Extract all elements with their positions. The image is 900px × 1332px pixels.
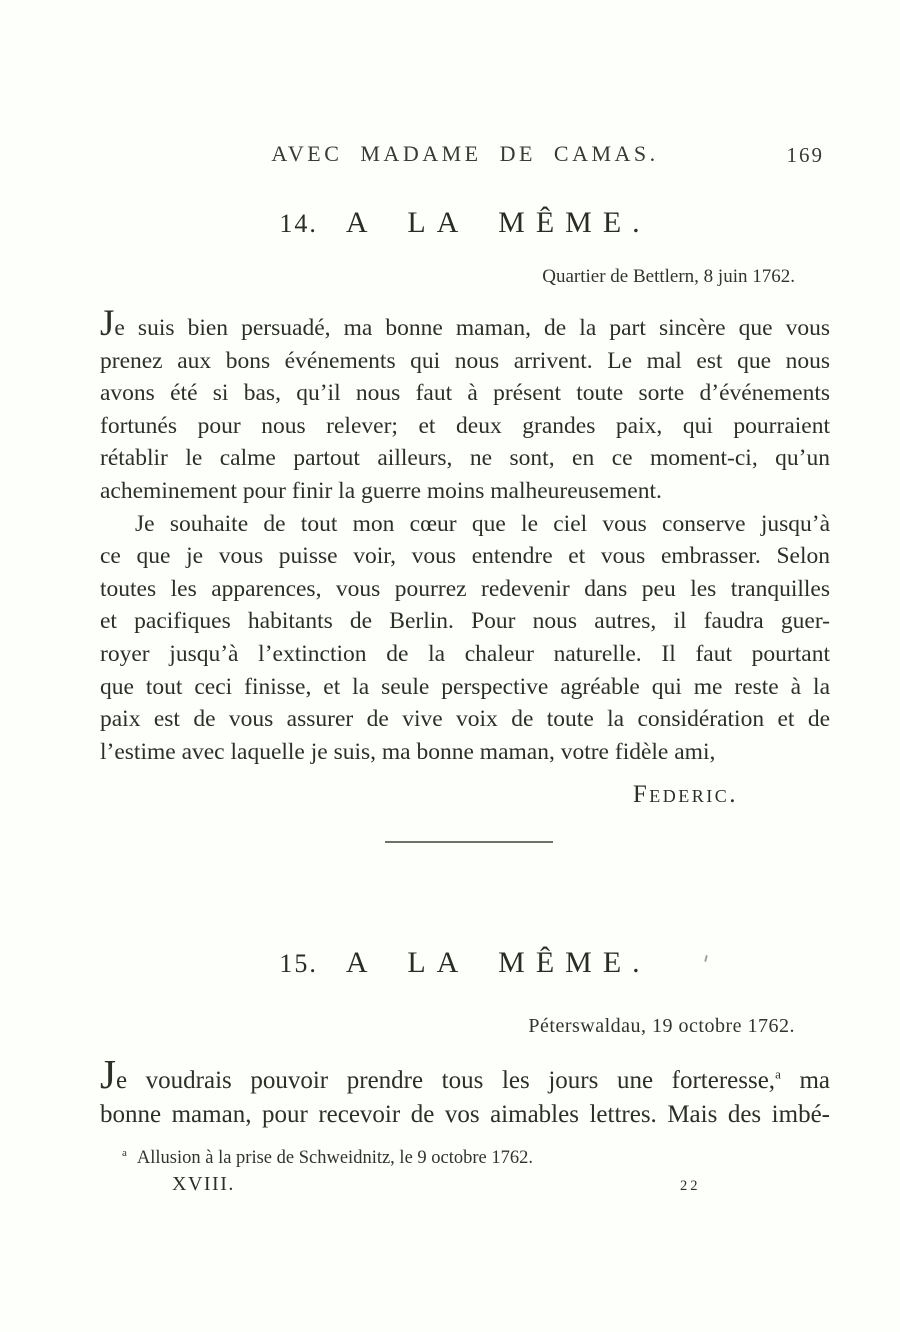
footnote-marker: a xyxy=(122,1147,127,1159)
body-line: Je souhaite de tout mon cœur que le ciel vous conserve jusqu’à xyxy=(135,510,830,537)
letter-15-dateline: Péterswaldau, 19 octobre 1762. xyxy=(528,1015,795,1037)
body-line: rétablir le calme partout ailleurs, ne sont, en ce moment-ci, qu’un xyxy=(100,445,830,472)
letter-14-heading xyxy=(100,206,830,240)
footnote-reference: a xyxy=(775,1066,781,1082)
body-line: que tout ceci finisse, et la seule perspective agréable qui me reste à la xyxy=(100,673,830,700)
letter-14-number: 14. xyxy=(279,209,318,238)
page-number: 169 xyxy=(786,143,824,167)
letter-14-signature: Federic. xyxy=(632,781,738,809)
body-line: acheminement pour finir la guerre moins malheureusement. xyxy=(100,477,662,504)
letter-14-title: A LA MÊME. xyxy=(345,206,651,239)
body-line: l’estime avec laquelle je suis, ma bonne maman, votre fidèle ami, xyxy=(100,738,716,765)
body-line: fortunés pour nous relever; et deux grandes paix, qui pourraient xyxy=(100,412,830,439)
letter-15-heading xyxy=(100,946,830,980)
letter-15-number: 15. xyxy=(279,949,318,978)
drop-cap: J xyxy=(100,303,115,344)
running-header xyxy=(100,141,830,167)
footnote xyxy=(122,1147,762,1169)
body-line-text: e voudrais pouvoir prendre tous les jours une forteresse, xyxy=(115,1067,776,1094)
body-line: avons été si bas, qu’il nous faut à présent toute sorte d’événements xyxy=(100,380,830,407)
letter-14-body xyxy=(100,303,830,812)
letter-15-body xyxy=(100,1051,830,1132)
body-line: bonne maman, pour recevoir de vos aimables lettres. Mais des imbé- xyxy=(100,1101,830,1128)
sheet-number: 22 xyxy=(680,1178,701,1194)
body-line xyxy=(100,1051,830,1098)
body-line-text: e suis bien persuadé, ma bonne maman, de la part sincère que vous xyxy=(114,315,830,341)
letter-15-title: A LA MÊME. xyxy=(345,946,651,979)
section-divider xyxy=(385,841,553,843)
letter-14-dateline: Quartier de Bettlern, 8 juin 1762. xyxy=(542,266,795,287)
running-header-title: AVEC MADAME DE CAMAS. xyxy=(271,141,659,166)
drop-cap: J xyxy=(100,1051,116,1097)
body-line: royer jusqu’à l’extinction de la chaleur naturelle. Il faut pourtant xyxy=(100,640,830,667)
footnote-text: Allusion à la prise de Schweidnitz, le 9 octobre 1762. xyxy=(136,1148,534,1169)
body-line: toutes les apparences, vous pourrez redevenir dans peu les tranquilles xyxy=(100,575,830,602)
body-line: et pacifiques habitants de Berlin. Pour nous autres, il faudra guer- xyxy=(100,608,830,635)
body-line: prenez aux bons événements qui nous arrivent. Le mal est que nous xyxy=(100,347,830,374)
body-line: ce que je vous puisse voir, vous entendre et vous embrasser. Selon xyxy=(100,543,830,570)
body-line: paix est de vous assurer de vive voix de toute la considération et de xyxy=(100,706,830,733)
body-line-text: ma xyxy=(799,1067,830,1094)
volume-mark: XVIII. xyxy=(172,1173,235,1195)
body-line xyxy=(100,303,830,345)
